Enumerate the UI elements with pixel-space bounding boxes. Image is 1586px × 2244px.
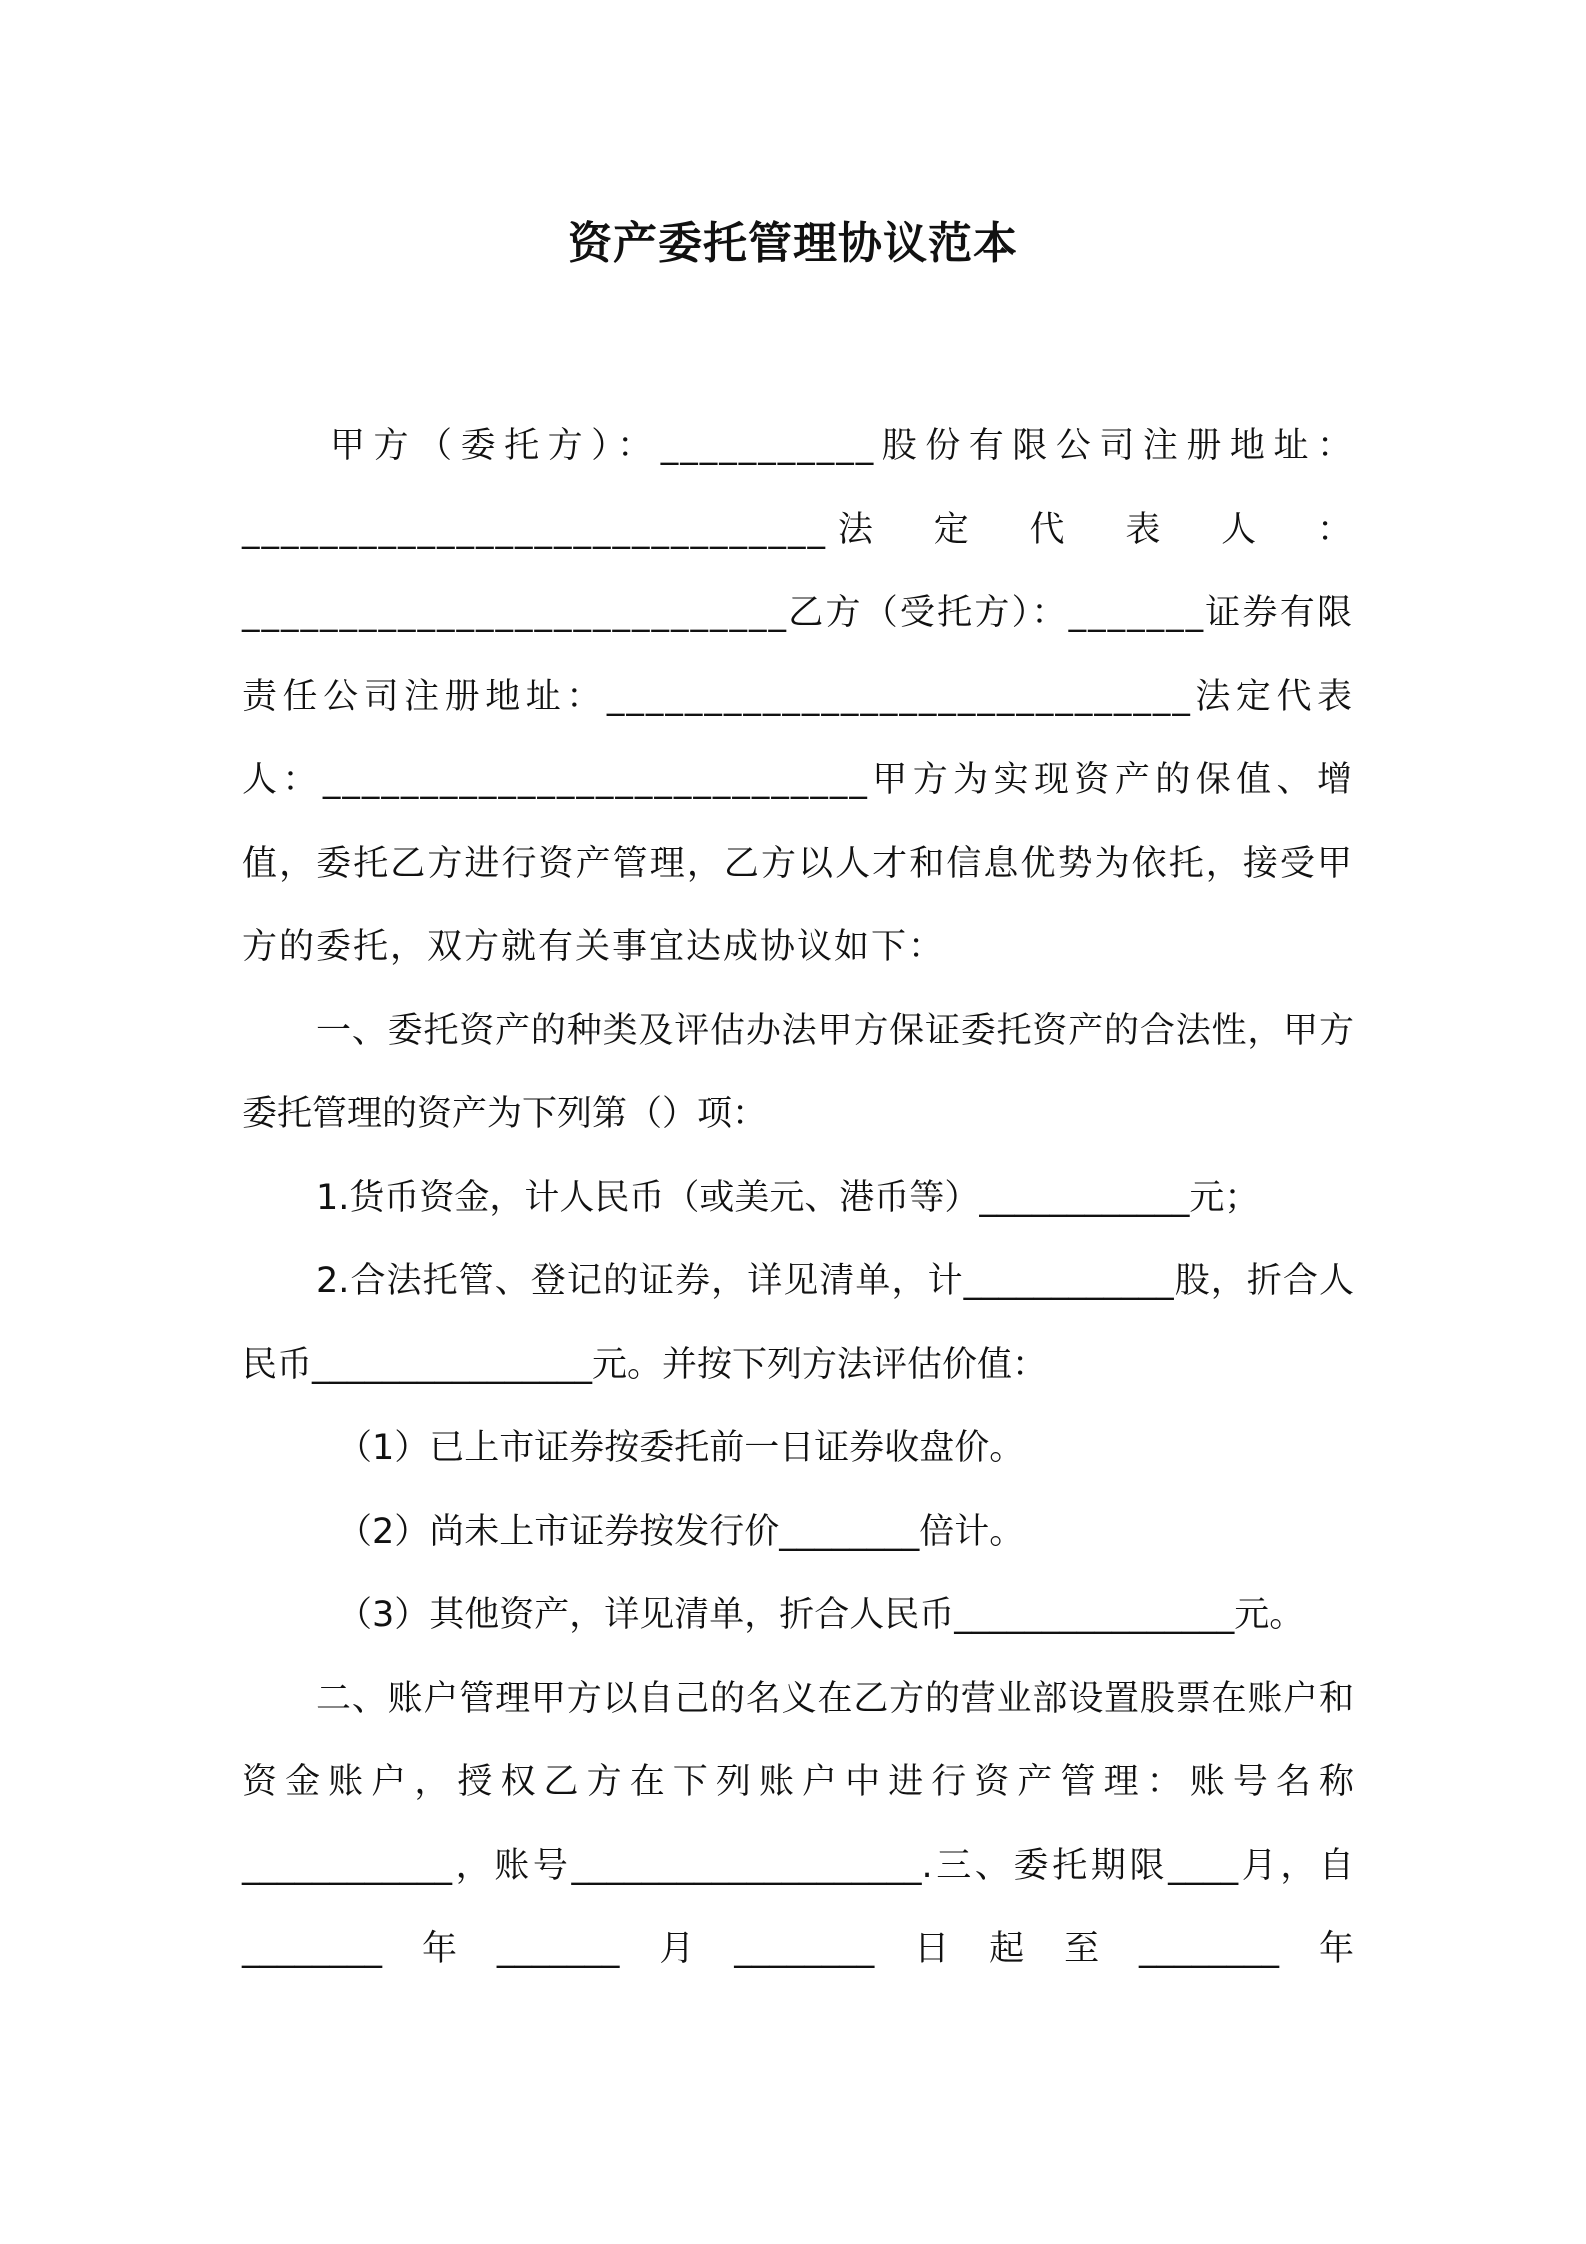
item-2-paragraph: 2.合法托管、登记的证券，详见清单，计____________股，折合人民币________________元。并按下列方法评估价值：	[242, 1261, 1354, 1385]
method-3-paragraph: （3）其他资产，详见清单，折合人民币________________元。	[337, 1595, 1305, 1635]
parties-paragraph: 甲方（委托方）：___________股份有限公司注册地址：______________________________法 定 代 表 人 ：____________________________乙方（受托方）：_______证券有限责任公司注册地址：______________________________法定代表人：____________________________甲方为实现资产的保值、增值，委托乙方进行资产管理，乙方以人才和信息优势为依托，接受甲方的委托，双方就有关事宜达成协议如下：	[242, 426, 1354, 967]
item-1-paragraph: 1.货币资金，计人民币（或美元、港币等）____________元；	[316, 1177, 1260, 1218]
section-2-paragraph: 二、账户管理甲方以自己的名义在乙方的营业部设置股票在账户和资金账户，授权乙方在下列账户中进行资产管理：账号名称____________，账号____________________.三、委托期限____月，自________年_______月________日起至________年	[242, 1678, 1354, 1969]
document-title: 资产委托管理协议范本	[568, 218, 1018, 269]
method-1-paragraph: （1）已上市证券按委托前一日证券收盘价。	[337, 1428, 1025, 1468]
document-body	[242, 405, 1354, 1992]
section-1-heading-paragraph: 一、委托资产的种类及评估办法甲方保证委托资产的合法性，甲方委托管理的资产为下列第（）项：	[242, 1010, 1354, 1134]
method-2-paragraph: （2）尚未上市证券按发行价________倍计。	[337, 1511, 1025, 1552]
